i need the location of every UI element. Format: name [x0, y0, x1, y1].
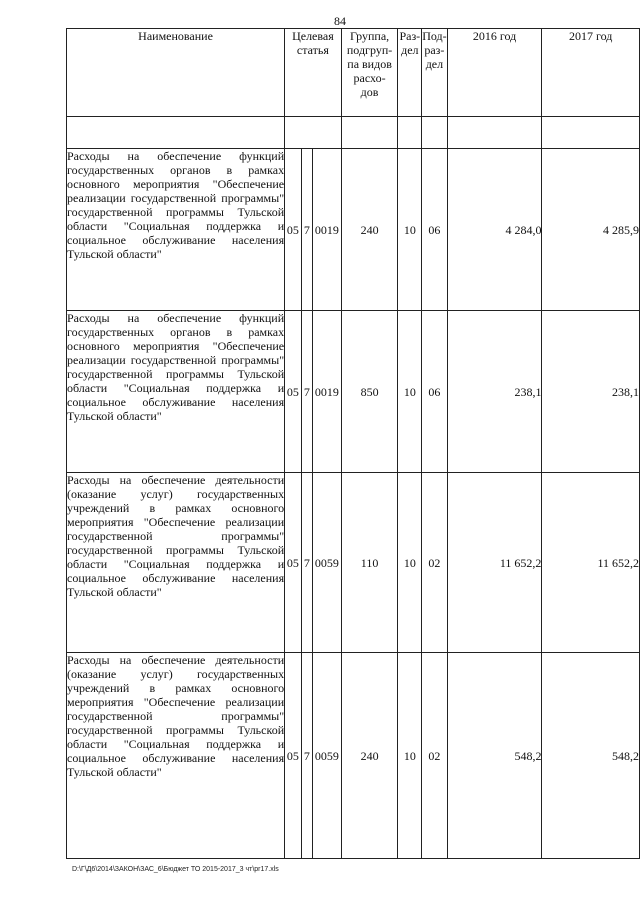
spacer-cell [285, 117, 342, 149]
row-section: 10 [398, 311, 422, 473]
header-name: Наименование [67, 29, 285, 117]
header-subsection [422, 29, 447, 117]
header-group-line: Группа, [349, 29, 390, 43]
row-code-subprogram: 7 [301, 653, 312, 859]
row-value-2017: 11 652,2 [542, 473, 640, 653]
row-expense-group: 240 [341, 653, 398, 859]
row-name: Расходы на обеспечение функций государственных органов в рамках основного мероприятия "Обеспечение реализации государственной программы" государственной программы Тульской области "Социальная поддержка и социальное обслуживание населения Тульской области" [67, 149, 285, 311]
table-row [67, 473, 640, 653]
header-section-line: дел [401, 43, 419, 57]
header-subsection-line: раз- [424, 43, 445, 57]
spacer-cell [542, 117, 640, 149]
header-subsection-line: дел [425, 57, 444, 71]
header-section-line: Раз- [399, 29, 421, 43]
row-value-2016: 4 284,0 [447, 149, 542, 311]
row-code-direction: 0059 [313, 653, 342, 859]
row-code-program: 05 [285, 473, 302, 653]
spacer-cell [422, 117, 447, 149]
row-code-subprogram: 7 [301, 311, 312, 473]
row-code-program: 05 [285, 311, 302, 473]
table-row [67, 311, 640, 473]
row-subsection: 02 [422, 473, 447, 653]
spacer-cell [398, 117, 422, 149]
row-code-program: 05 [285, 653, 302, 859]
row-value-2017: 238,1 [542, 311, 640, 473]
row-value-2016: 238,1 [447, 311, 542, 473]
header-expense-group [341, 29, 398, 117]
row-expense-group: 850 [341, 311, 398, 473]
row-section: 10 [398, 149, 422, 311]
header-row [67, 29, 640, 117]
header-group-line: дов [360, 85, 379, 99]
row-subsection: 02 [422, 653, 447, 859]
row-code-direction: 0059 [313, 473, 342, 653]
spacer-cell [447, 117, 542, 149]
row-section: 10 [398, 473, 422, 653]
row-code-direction: 0019 [313, 149, 342, 311]
budget-table [66, 28, 640, 859]
row-name: Расходы на обеспечение деятельности (оказание услуг) государственных учреждений в рамках основного мероприятия "Обеспечение реализации государственной программы" государственной программы Тульской области "Социальная поддержка и социальное обслуживание населения Тульской области" [67, 653, 285, 859]
header-subsection-line: Под- [422, 29, 447, 43]
row-code-subprogram: 7 [301, 473, 312, 653]
row-subsection: 06 [422, 149, 447, 311]
header-year-2016: 2016 год [447, 29, 542, 117]
header-target-line1: Целевая [292, 29, 334, 43]
row-value-2016: 548,2 [447, 653, 542, 859]
file-path-footer: D:\Г\Д6\2014\ЗАКОН\ЗАС_6\Бюджет ТО 2015-2017_3 чт\pr17.xls [72, 866, 279, 873]
page-number: 84 [334, 14, 346, 28]
spacer-cell [341, 117, 398, 149]
row-subsection: 06 [422, 311, 447, 473]
row-expense-group: 110 [341, 473, 398, 653]
header-target-line2: статья [296, 43, 329, 57]
header-year-2017: 2017 год [542, 29, 640, 117]
row-name: Расходы на обеспечение функций государственных органов в рамках основного мероприятия "Обеспечение реализации государственной программы" государственной программы Тульской области "Социальная поддержка и социальное обслуживание населения Тульской области" [67, 311, 285, 473]
spacer-row [67, 117, 640, 149]
header-group-line: расхо- [353, 71, 386, 85]
header-group-line: подгруп- [346, 43, 393, 57]
spacer-cell [67, 117, 285, 149]
row-value-2016: 11 652,2 [447, 473, 542, 653]
row-code-direction: 0019 [313, 311, 342, 473]
header-group-line: па видов [347, 57, 392, 71]
row-code-subprogram: 7 [301, 149, 312, 311]
row-expense-group: 240 [341, 149, 398, 311]
header-section [398, 29, 422, 117]
row-value-2017: 4 285,9 [542, 149, 640, 311]
table-row [67, 149, 640, 311]
header-target-article [285, 29, 342, 117]
row-value-2017: 548,2 [542, 653, 640, 859]
table-row [67, 653, 640, 859]
row-name: Расходы на обеспечение деятельности (оказание услуг) государственных учреждений в рамках основного мероприятия "Обеспечение реализации государственной программы" государственной программы Тульской области "Социальная поддержка и социальное обслуживание населения Тульской области" [67, 473, 285, 653]
row-section: 10 [398, 653, 422, 859]
row-code-program: 05 [285, 149, 302, 311]
